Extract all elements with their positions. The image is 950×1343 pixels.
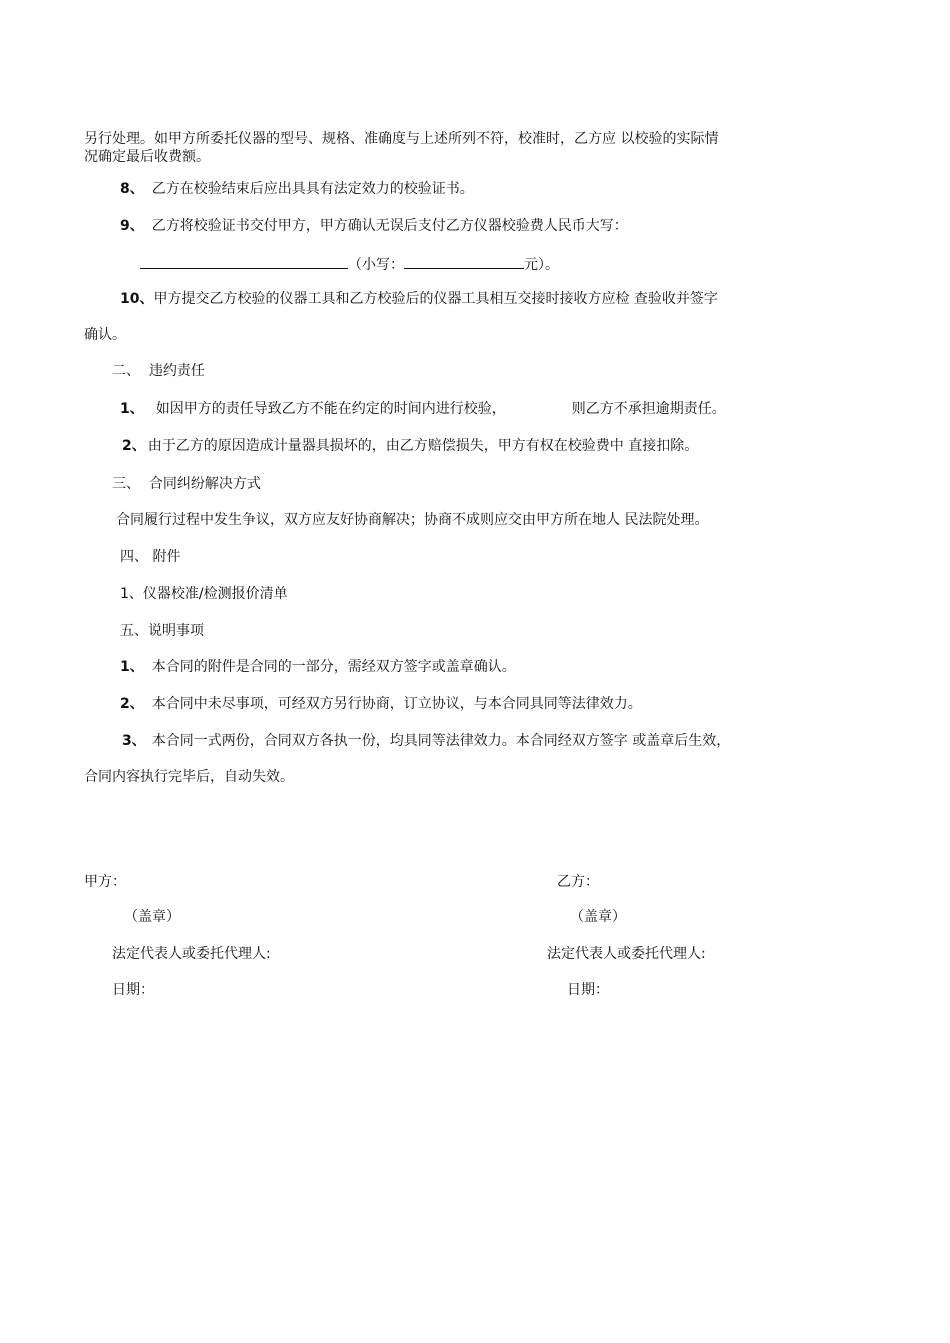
notes-clause-1 bbox=[120, 658, 516, 676]
party-a-label: 甲方： bbox=[84, 874, 126, 890]
clause-number: 9、 bbox=[120, 218, 144, 234]
clause-number: 8、 bbox=[120, 181, 144, 197]
breach-clause-1 bbox=[120, 400, 726, 418]
fee-small-blank bbox=[404, 254, 524, 269]
clause-number: 2、 bbox=[122, 438, 146, 454]
party-a-seal: （盖章） bbox=[124, 909, 180, 925]
clause-10-continuation: 确认。 bbox=[84, 327, 126, 343]
section-heading-disputes: 三、 合同纠纷解决方式 bbox=[112, 476, 261, 492]
clause-text: 由于乙方的原因造成计量器具损坏的，由乙方赔偿损失，甲方有权在校验费中 直接扣除。 bbox=[147, 438, 699, 454]
section-heading-breach: 二、 违约责任 bbox=[112, 363, 205, 379]
attachment-item-1: 1、仪器校准/检测报价清单 bbox=[120, 586, 288, 602]
notes-clause-3-continuation: 合同内容执行完毕后，自动失效。 bbox=[84, 769, 294, 785]
party-a-date: 日期： bbox=[112, 982, 154, 998]
clause-text: 甲方提交乙方校验的仪器工具和乙方校验后的仪器工具相互交接时接收方应检 查验收并签字 bbox=[153, 291, 718, 307]
paragraph-continuation-line-2: 况确定最后收费额。 bbox=[84, 149, 210, 165]
party-b-label: 乙方： bbox=[557, 874, 599, 890]
party-b-representative: 法定代表人或委托代理人: bbox=[547, 946, 706, 962]
clause-10 bbox=[120, 290, 718, 308]
fee-unit: 元）。 bbox=[524, 257, 559, 273]
clause-text: 本合同一式两份，合同双方各执一份，均具同等法律效力。本合同经双方签字 或盖章后生效， bbox=[151, 733, 731, 749]
clause-9 bbox=[120, 217, 628, 235]
clause-number: 3、 bbox=[122, 733, 146, 749]
party-b-date: 日期： bbox=[567, 982, 609, 998]
clause-number: 10、 bbox=[120, 291, 154, 307]
party-a-representative: 法定代表人或委托代理人: bbox=[112, 946, 271, 962]
clause-number: 1、 bbox=[120, 659, 144, 675]
clause-text: 如因甲方的责任导致乙方不能在约定的时间内进行校验， bbox=[155, 401, 506, 417]
clause-text: 则乙方不承担逾期责任。 bbox=[571, 401, 726, 417]
clause-8 bbox=[120, 180, 474, 198]
breach-clause-2 bbox=[122, 437, 698, 455]
clause-number: 1、 bbox=[120, 401, 144, 417]
clause-text: 乙方在校验结束后应出具具有法定效力的校验证书。 bbox=[151, 181, 474, 197]
clause-text: 乙方将校验证书交付甲方，甲方确认无误后支付乙方仪器校验费人民币大写： bbox=[151, 218, 628, 234]
section-heading-notes: 五、说明事项 bbox=[120, 623, 204, 639]
notes-clause-3 bbox=[122, 732, 730, 750]
fee-amount-line bbox=[140, 254, 559, 274]
disputes-text: 合同履行过程中发生争议，双方应友好协商解决；协商不成则应交由甲方所在地人 民法院处理。 bbox=[116, 512, 709, 528]
clause-text: 本合同的附件是合同的一部分，需经双方签字或盖章确认。 bbox=[151, 659, 516, 675]
paragraph-continuation-line-1: 另行处理。如甲方所委托仪器的型号、规格、准确度与上述所列不符，校准时，乙方应 以校验的实际情 bbox=[84, 131, 719, 147]
clause-number: 2、 bbox=[120, 696, 144, 712]
fee-small-label: （小写： bbox=[348, 257, 404, 273]
fee-uppercase-blank bbox=[140, 254, 348, 269]
section-heading-attachments: 四、 附件 bbox=[120, 549, 181, 565]
party-b-seal: （盖章） bbox=[570, 909, 626, 925]
clause-text: 本合同中未尽事项，可经双方另行协商，订立协议，与本合同具同等法律效力。 bbox=[151, 696, 642, 712]
notes-clause-2 bbox=[120, 695, 642, 713]
